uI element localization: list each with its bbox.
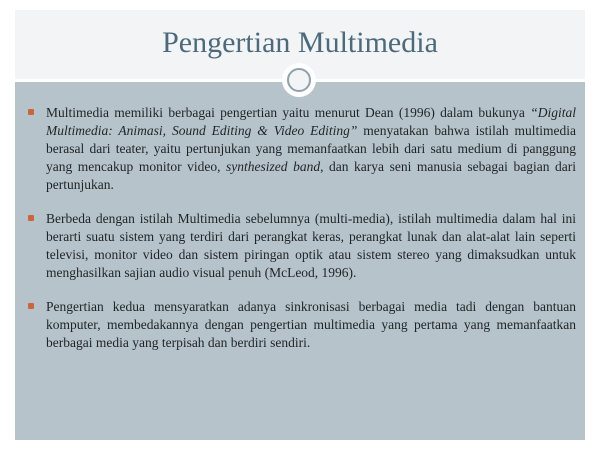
bullet-list bbox=[24, 104, 576, 368]
bullet-square-icon bbox=[28, 303, 34, 309]
bullet-item-2 bbox=[24, 210, 576, 282]
circle-ornament-icon bbox=[282, 63, 316, 97]
bullet-square-icon bbox=[28, 109, 34, 115]
bullet-3-text: Pengertian kedua mensyaratkan adanya sinkronisasi berbagai media tadi dengan bantuan komputer, membedakannya dengan pengertian multimedia yang pertama yang memanfaatkan berbagai media yang terpisah dan berdiri sendiri. bbox=[46, 299, 576, 350]
slide-title: Pengertian Multimedia bbox=[162, 26, 438, 59]
bullet-1-book-title: “Digital Multimedia: Animasi, Sound Editing & Video Editing” bbox=[46, 105, 576, 138]
bullet-1-text-post: , dan karya seni manusia sebagai bagian dari pertunjukan. bbox=[46, 159, 576, 192]
bullet-2-text: Berbeda dengan istilah Multimedia sebelumnya (multi-media), istilah multimedia dalam hal ini berarti suatu sistem yang terdiri dari perangkat keras, perangkat lunak dan alat-alat lain seperti televisi, monitor video dan sistem piringan optik atau sistem stereo yang dimaksudkan untuk menghasilkan sajian audio visual penuh (McLeod, 1996). bbox=[46, 211, 576, 280]
bullet-item-1 bbox=[24, 104, 576, 194]
bullet-square-icon bbox=[28, 215, 34, 221]
circle-ornament-ring bbox=[287, 68, 311, 92]
bullet-1-text-mid: menyatakan bahwa istilah multimedia berasal dari teater, yaitu pertunjukan yang memanfaatkan lebih dari satu medium di panggung yang mencakup monitor video, bbox=[46, 123, 576, 174]
bullet-item-3 bbox=[24, 298, 576, 352]
bullet-1-italic-term: synthesized band bbox=[226, 159, 321, 174]
bullet-1-text-pre: Multimedia memiliki berbagai pengertian yaitu menurut Dean (1996) dalam bukunya bbox=[46, 105, 531, 120]
